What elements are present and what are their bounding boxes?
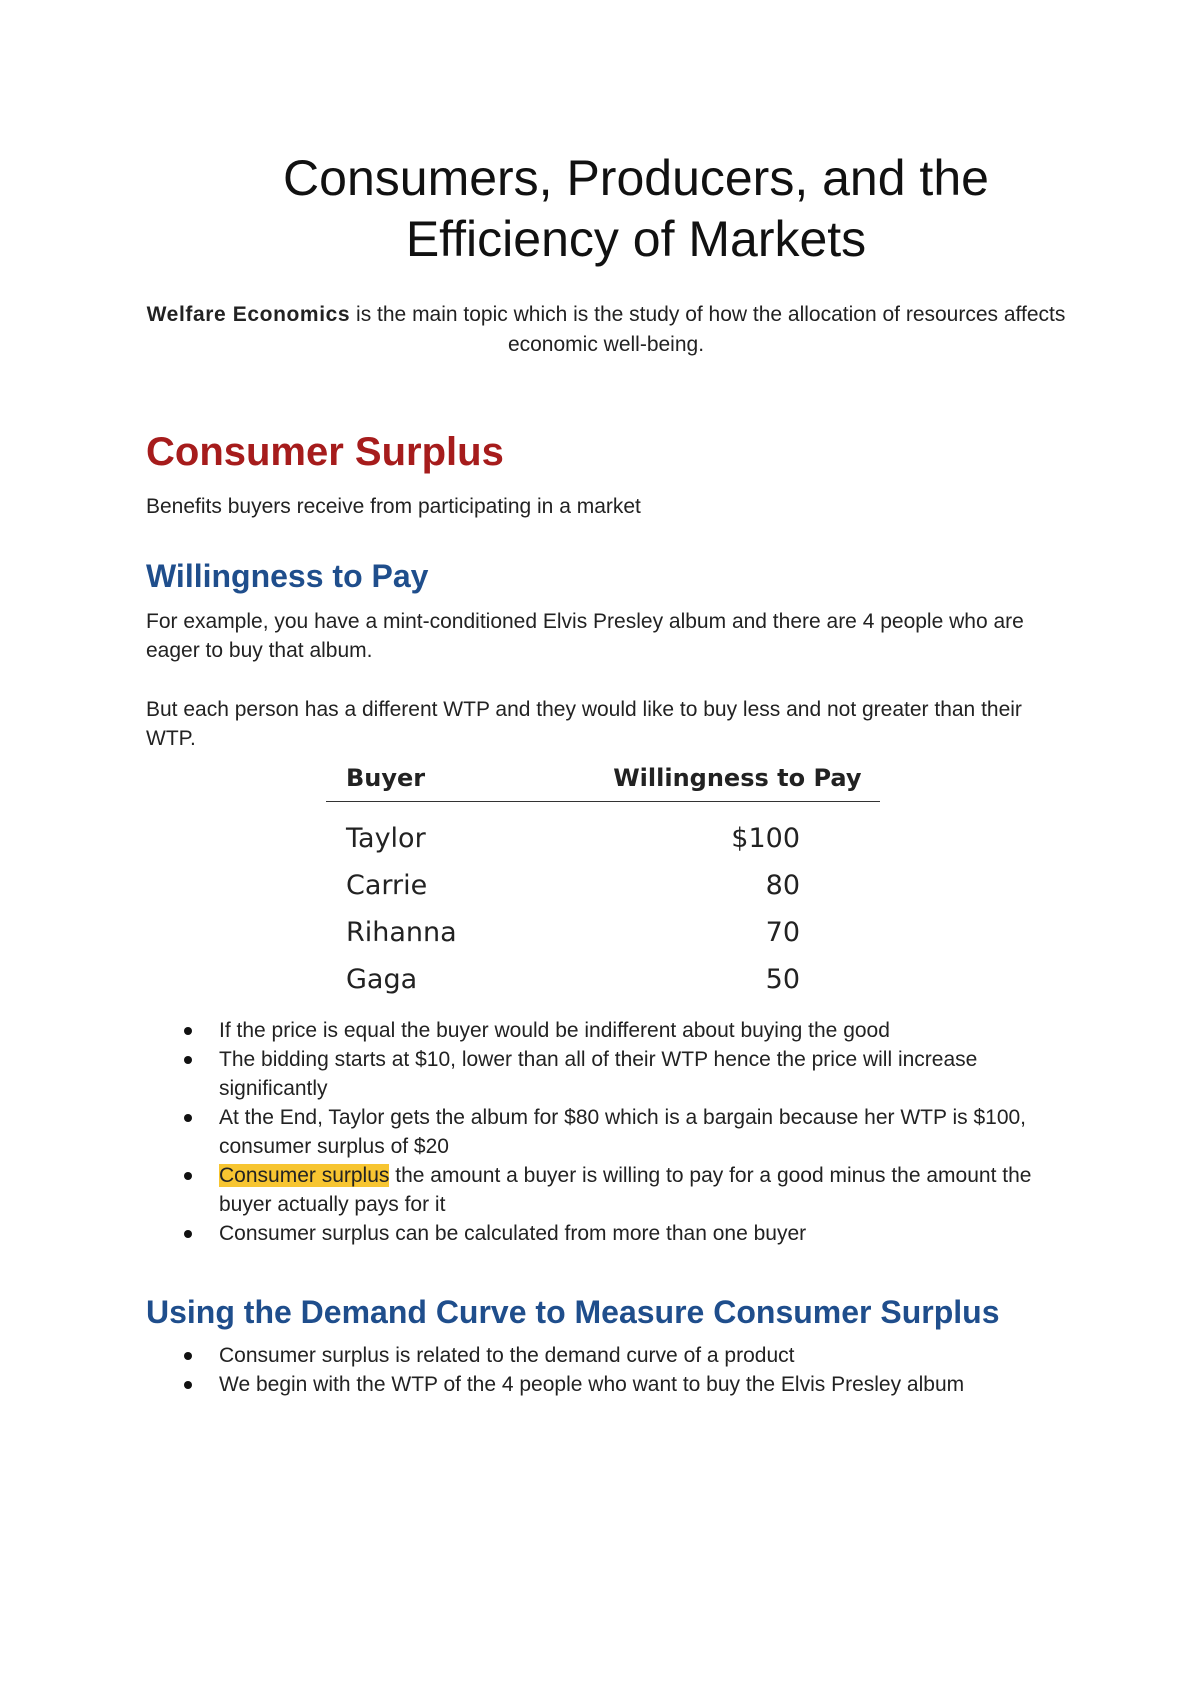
intro-paragraph <box>146 300 1066 360</box>
header-buyer: Buyer <box>346 764 426 792</box>
buyer-name: Taylor <box>346 823 426 854</box>
list-item <box>146 1161 1066 1219</box>
table-row <box>326 815 880 862</box>
bullet-text: The bidding starts at $10, lower than all of their WTP hence the price will increase significantly <box>219 1048 978 1100</box>
table-row <box>326 862 880 909</box>
document-title <box>146 148 1126 270</box>
bullet-text: At the End, Taylor gets the album for $80 which is a bargain because her WTP is $100, consumer surplus of $20 <box>219 1106 1027 1158</box>
title-line-1: Consumers, Producers, and the <box>283 150 989 206</box>
list-item <box>146 1045 1066 1103</box>
bullet-icon <box>184 1381 192 1389</box>
bullet-icon <box>184 1172 192 1180</box>
bullet-text: We begin with the WTP of the 4 people who want to buy the Elvis Presley album <box>219 1373 965 1396</box>
intro-text: is the main topic which is the study of how the allocation of resources affects economic well-being. <box>350 303 1066 356</box>
table-row <box>326 956 880 1003</box>
list-item <box>146 1103 1066 1161</box>
consumer-surplus-subtitle: Benefits buyers receive from participating in a market <box>146 495 641 518</box>
list-item <box>146 1370 1066 1399</box>
consumer-surplus-heading: Consumer Surplus <box>146 430 504 474</box>
bullet-icon <box>184 1114 192 1122</box>
wtp-table-header <box>326 755 880 802</box>
wtp-heading: Willingness to Pay <box>146 558 429 594</box>
wtp-value: $100 <box>731 823 800 854</box>
bullet-text: If the price is equal the buyer would be indifferent about buying the good <box>219 1019 890 1042</box>
wtp-value: 50 <box>765 964 800 995</box>
wtp-paragraph-1: For example, you have a mint-conditioned Elvis Presley album and there are 4 people who are eager to buy that album. <box>146 610 1024 662</box>
bullet-icon <box>184 1027 192 1035</box>
title-line-2: Efficiency of Markets <box>405 211 867 267</box>
intro-bold-term: Welfare Economics <box>146 303 351 326</box>
buyer-name: Rihanna <box>346 917 457 948</box>
highlighted-term: Consumer surplus <box>219 1164 390 1187</box>
buyer-name: Carrie <box>346 870 428 901</box>
header-willingness-to-pay: Willingness to Pay <box>613 764 862 792</box>
bullet-text: the amount a buyer is willing to pay for a good minus the amount the buyer actually pays for it <box>219 1164 1032 1216</box>
bullet-text: Consumer surplus is related to the demand curve of a product <box>219 1344 795 1367</box>
buyer-name: Gaga <box>346 964 418 995</box>
wtp-paragraph-2: But each person has a different WTP and they would like to buy less and not greater than their WTP. <box>146 698 1022 750</box>
wtp-bullet-list <box>146 1016 1066 1248</box>
wtp-value: 70 <box>765 917 800 948</box>
wtp-value: 80 <box>765 870 800 901</box>
list-item <box>146 1016 1066 1045</box>
demand-curve-heading: Using the Demand Curve to Measure Consumer Surplus <box>146 1294 1000 1330</box>
bullet-text: Consumer surplus can be calculated from more than one buyer <box>219 1222 807 1245</box>
list-item <box>146 1219 1066 1248</box>
bullet-icon <box>184 1230 192 1238</box>
bullet-icon <box>184 1056 192 1064</box>
table-row <box>326 909 880 956</box>
bullet-icon <box>184 1352 192 1360</box>
demand-bullet-list <box>146 1341 1066 1399</box>
wtp-table <box>326 755 880 1003</box>
list-item <box>146 1341 1066 1370</box>
